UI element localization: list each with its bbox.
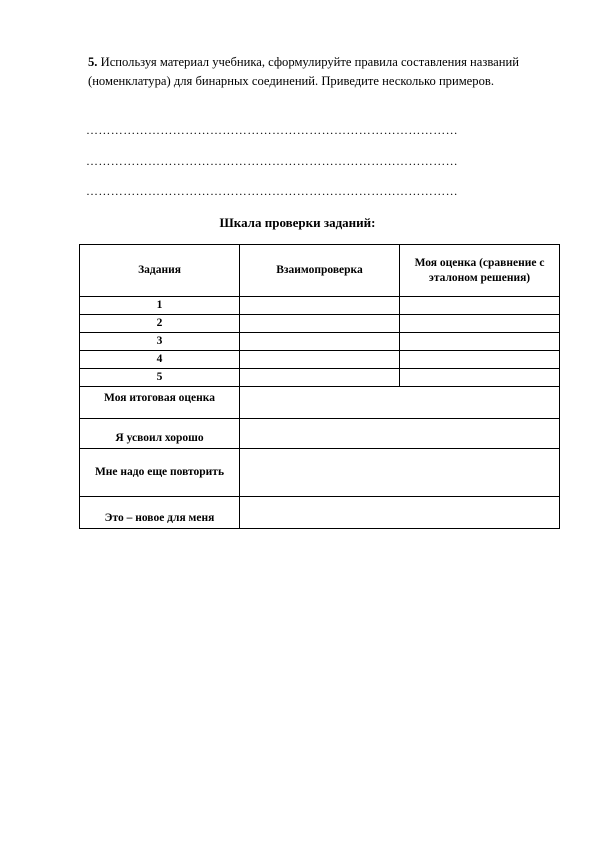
answer-line-1[interactable]: ………………………………………………………………………………	[86, 123, 458, 137]
table-row	[80, 297, 560, 315]
summary-label: Это – новое для меня	[80, 497, 240, 529]
peer-review-cell[interactable]	[240, 297, 400, 315]
summary-value-cell[interactable]	[240, 449, 560, 497]
peer-review-cell[interactable]	[240, 369, 400, 387]
summary-value-cell[interactable]	[240, 419, 560, 449]
peer-review-cell[interactable]	[240, 351, 400, 369]
summary-row-final-grade	[80, 387, 560, 419]
answer-line-2[interactable]: ………………………………………………………………………………	[86, 154, 458, 168]
header-self-assessment: Моя оценка (сравнение с эталоном решения)	[400, 245, 560, 297]
table-header-row	[80, 245, 560, 297]
task-number-cell: 2	[80, 315, 240, 333]
peer-review-cell[interactable]	[240, 315, 400, 333]
task-5	[88, 53, 528, 91]
self-assessment-cell[interactable]	[400, 297, 560, 315]
table-row	[80, 333, 560, 351]
summary-label: Мне надо еще повторить	[80, 449, 240, 497]
table-row	[80, 351, 560, 369]
table-row	[80, 315, 560, 333]
scale-title: Шкала проверки заданий:	[219, 215, 376, 230]
self-assessment-cell[interactable]	[400, 369, 560, 387]
self-assessment-cell[interactable]	[400, 315, 560, 333]
summary-value-cell[interactable]	[240, 387, 560, 419]
answer-line-3[interactable]: ………………………………………………………………………………	[86, 184, 458, 198]
self-assessment-cell[interactable]	[400, 351, 560, 369]
task-text: Используя материал учебника, сформулируйте правила составления названий (номенклатура) для бинарных соединений. Приведите несколько примеров.	[88, 55, 519, 88]
task-number: 5.	[88, 55, 98, 69]
self-assessment-cell[interactable]	[400, 333, 560, 351]
header-peer-review: Взаимопроверка	[240, 245, 400, 297]
header-tasks: Задания	[80, 245, 240, 297]
table-row	[80, 369, 560, 387]
task-number-cell: 3	[80, 333, 240, 351]
summary-row-new-for-me	[80, 497, 560, 529]
task-number-cell: 4	[80, 351, 240, 369]
task-number-cell: 1	[80, 297, 240, 315]
summary-label: Моя итоговая оценка	[80, 387, 240, 419]
assessment-table	[79, 244, 560, 529]
summary-row-need-repeat	[80, 449, 560, 497]
summary-value-cell[interactable]	[240, 497, 560, 529]
task-number-cell: 5	[80, 369, 240, 387]
summary-label: Я усвоил хорошо	[80, 419, 240, 449]
peer-review-cell[interactable]	[240, 333, 400, 351]
summary-row-learned-well	[80, 419, 560, 449]
